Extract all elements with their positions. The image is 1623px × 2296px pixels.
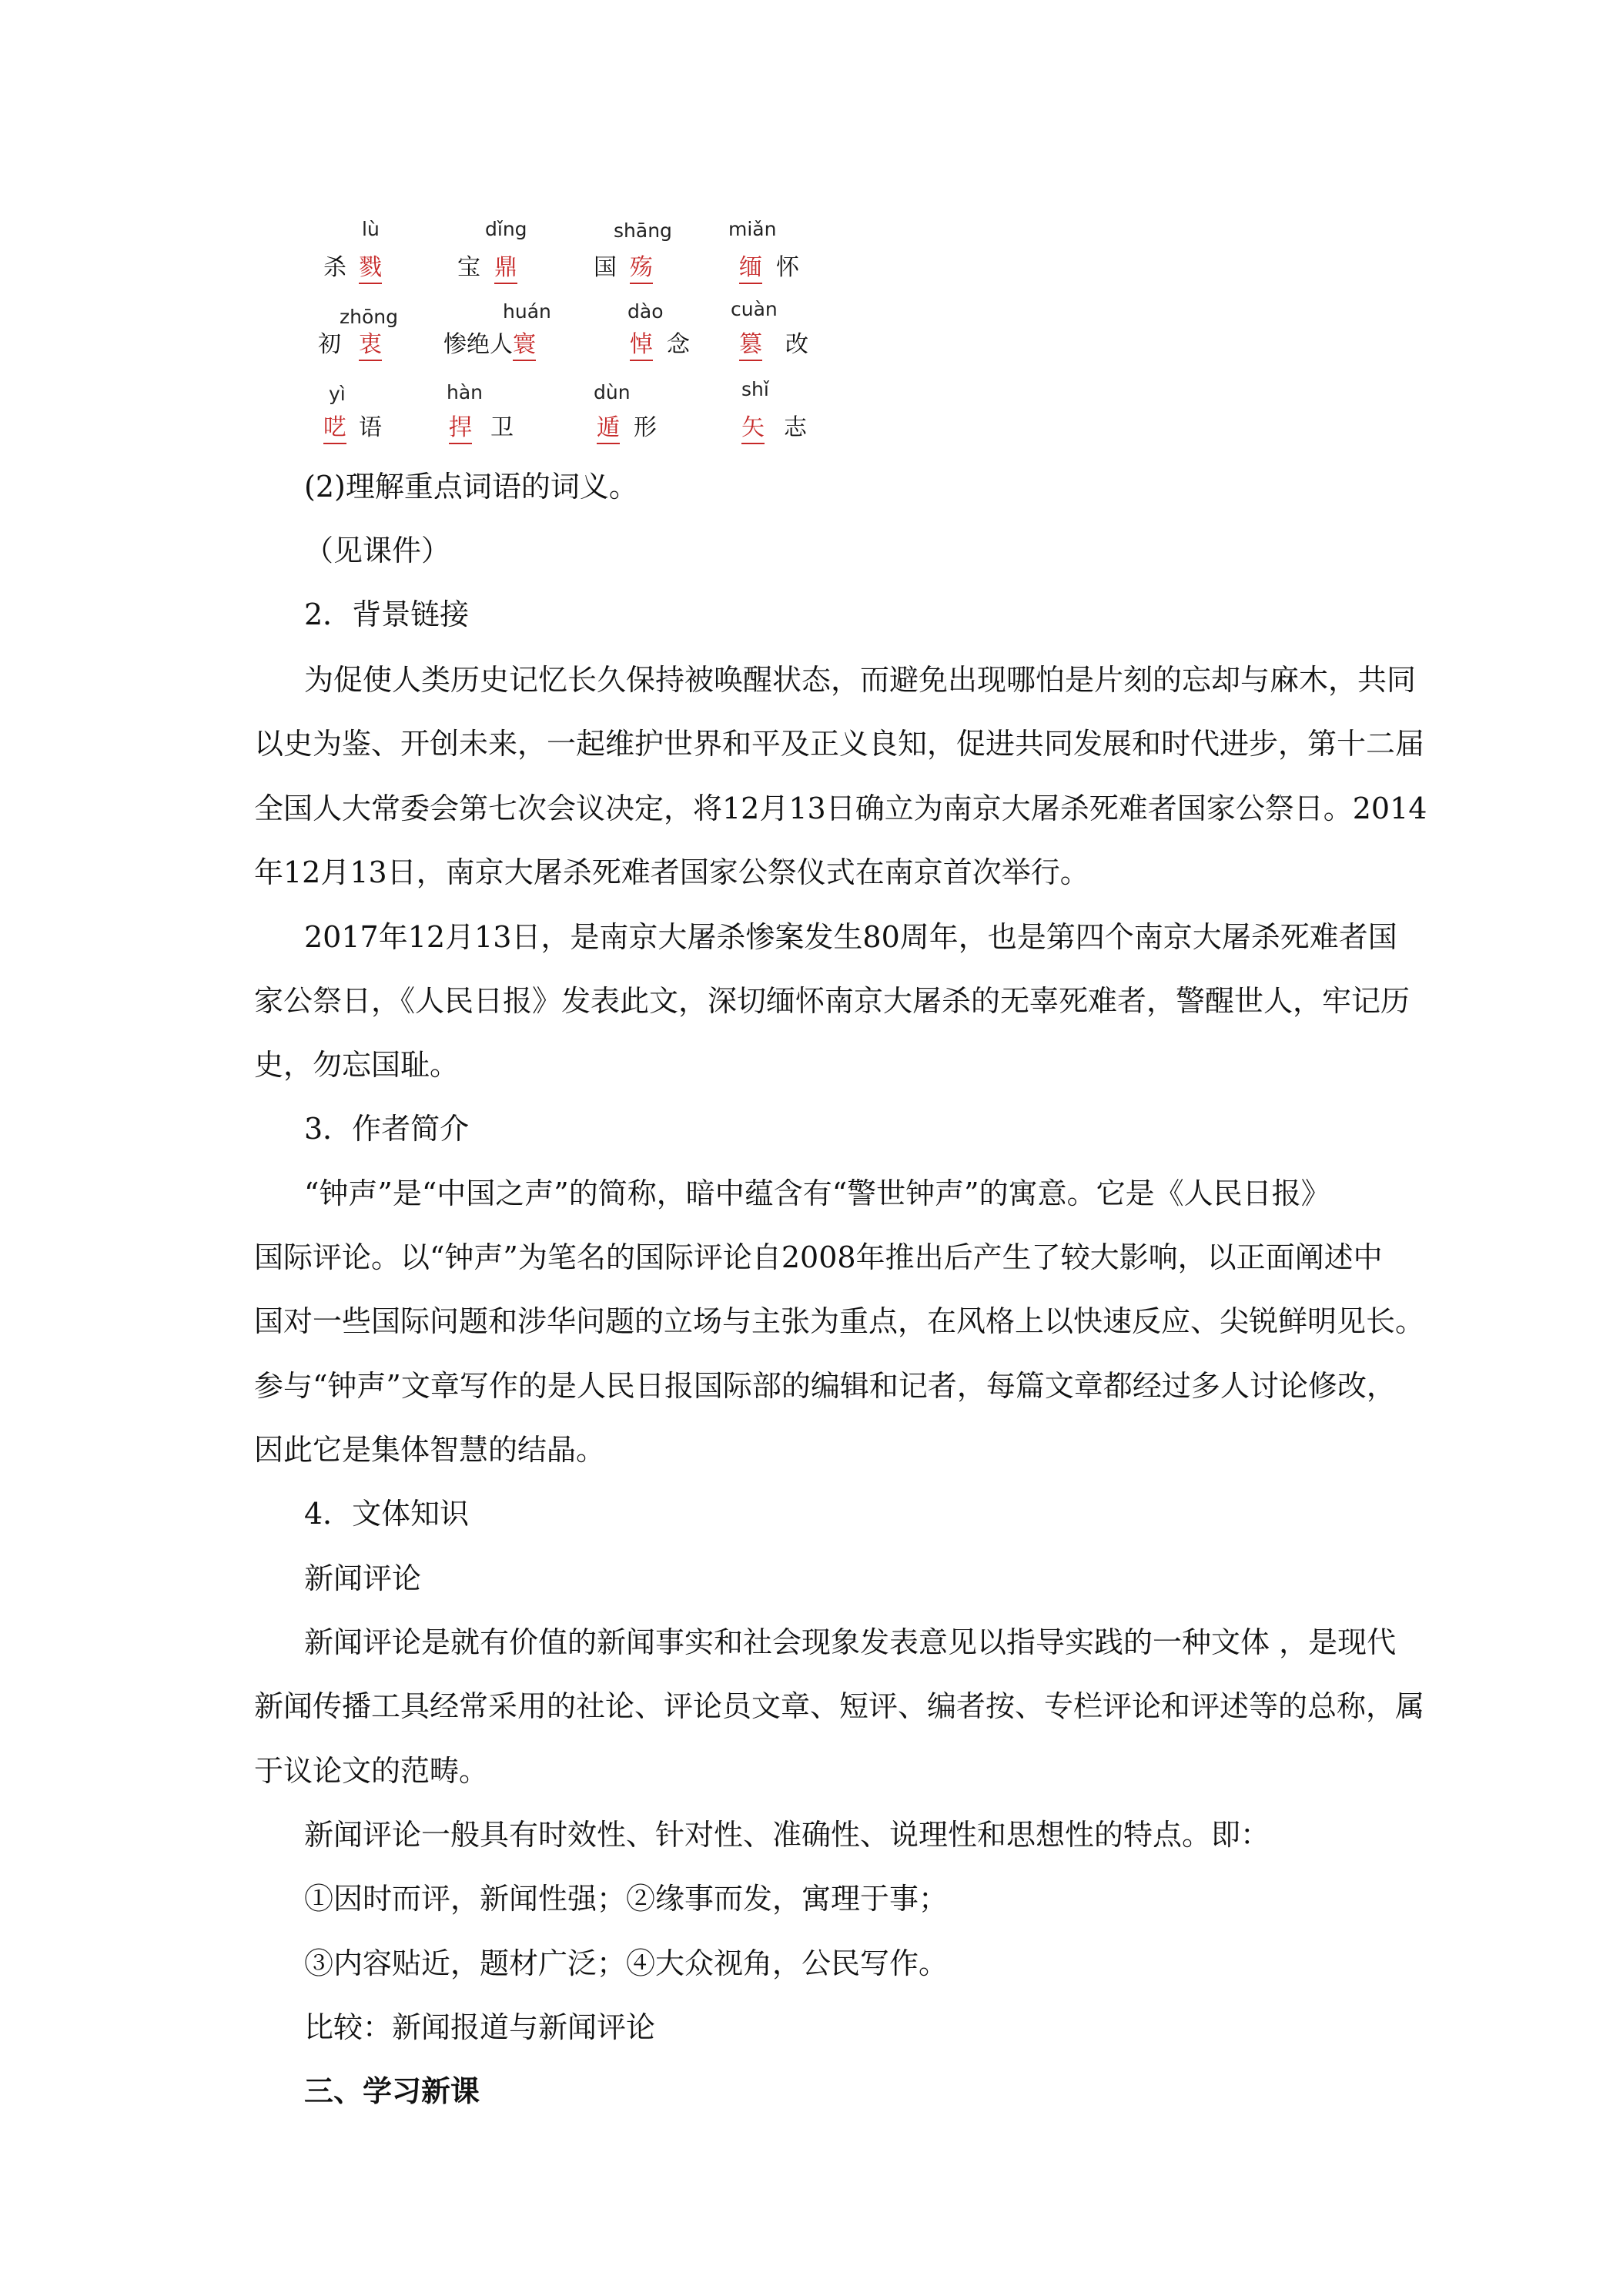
section-heading: 2．背景链接 xyxy=(304,597,470,631)
vocab-char: 念 xyxy=(667,331,690,358)
pinyin-label: huán xyxy=(503,300,551,323)
pinyin-label: dùn xyxy=(594,381,631,403)
vocab-target-char: 寰 xyxy=(513,325,536,361)
vocab-char: 初 xyxy=(318,331,341,358)
paragraph-line: 2017年12月13日，是南京大屠杀惨案发生80周年，也是第四个南京大屠杀死难者国 xyxy=(304,920,1397,954)
pinyin-label: lù xyxy=(362,218,380,240)
vocab-char: 国 xyxy=(594,254,617,281)
section-heading-bold: 三、学习新课 xyxy=(304,2073,480,2108)
list-item: ③内容贴近，题材广泛；④大众视角，公民写作。 xyxy=(304,1946,949,1980)
paragraph-line: 因此它是集体智慧的结晶。 xyxy=(254,1433,606,1467)
pinyin-label: shāng xyxy=(614,219,672,242)
pinyin-label: zhōng xyxy=(340,306,398,328)
paragraph-line: 比较：新闻报道与新闻评论 xyxy=(304,2010,656,2044)
vocab-char: 卫 xyxy=(490,414,514,441)
vocab-char: 惨绝人 xyxy=(443,331,513,358)
paragraph-line: 于议论文的范畴。 xyxy=(254,1754,489,1788)
vocab-target-char: 鼎 xyxy=(494,248,517,284)
vocab-char: 宝 xyxy=(457,254,480,281)
paragraph-line: 新闻评论一般具有时效性、针对性、准确性、说理性和思想性的特点。即： xyxy=(304,1818,1270,1852)
pinyin-label: dǐng xyxy=(485,218,527,240)
vocab-target-char: 呓 xyxy=(323,408,346,444)
paragraph-line: 年12月13日，南京大屠杀死难者国家公祭仪式在南京首次举行。 xyxy=(254,855,1089,889)
paragraph-line: 新闻传播工具经常采用的社论、评论员文章、短评、编者按、专栏评论和评述等的总称，属 xyxy=(254,1689,1425,1723)
list-item: ①因时而评，新闻性强；②缘事而发，寓理于事； xyxy=(304,1882,949,1916)
subheading: 新闻评论 xyxy=(304,1561,422,1595)
paragraph-line: 参与“钟声”文章写作的是人民日报国际部的编辑和记者，每篇文章都经过多人讨论修改， xyxy=(254,1369,1396,1403)
paragraph-line: 家公祭日，《人民日报》发表此文，深切缅怀南京大屠杀的无辜死难者，警醒世人，牢记历 xyxy=(254,984,1411,1018)
vocab-char: 语 xyxy=(359,414,382,441)
pinyin-label: yì xyxy=(329,383,346,405)
vocab-char: 怀 xyxy=(776,254,799,281)
vocab-char: 改 xyxy=(785,331,808,358)
pinyin-label: shǐ xyxy=(741,378,769,400)
paragraph-line: 新闻评论是就有价值的新闻事实和社会现象发表意见以指导实践的一种文体 ，是现代 xyxy=(304,1625,1397,1659)
pinyin-label: miǎn xyxy=(728,218,777,240)
vocab-target-char: 缅 xyxy=(739,248,762,284)
vocab-target-char: 捍 xyxy=(449,408,472,444)
section-heading: 3．作者简介 xyxy=(304,1112,470,1146)
paragraph-line: 全国人大常委会第七次会议决定，将12月13日确立为南京大屠杀死难者国家公祭日。2014 xyxy=(254,792,1427,825)
vocab-char: 志 xyxy=(784,414,807,441)
pinyin-label: hàn xyxy=(447,381,484,403)
pinyin-label: dào xyxy=(627,300,664,323)
section-heading: 4．文体知识 xyxy=(304,1497,470,1531)
vocab-target-char: 殇 xyxy=(630,248,653,284)
vocab-char: 形 xyxy=(634,414,657,441)
vocab-char: 杀 xyxy=(323,254,346,281)
vocab-target-char: 悼 xyxy=(630,325,653,361)
paragraph-line: 史，勿忘国耻。 xyxy=(254,1048,460,1082)
vocab-target-char: 矢 xyxy=(741,408,765,444)
vocab-target-char: 戮 xyxy=(359,248,382,284)
note-text: （见课件） xyxy=(304,534,451,567)
paragraph-line: 为促使人类历史记忆长久保持被唤醒状态，而避免出现哪怕是片刻的忘却与麻木，共同 xyxy=(304,663,1417,697)
paragraph-line: 国对一些国际问题和涉华问题的立场与主张为重点，在风格上以快速反应、尖锐鲜明见长。 xyxy=(254,1304,1425,1338)
subheading: (2)理解重点词语的词义。 xyxy=(304,470,638,504)
paragraph-line: 国际评论。以“钟声”为笔名的国际评论自2008年推出后产生了较大影响，以正面阐述中 xyxy=(254,1240,1383,1274)
paragraph-line: “钟声”是“中国之声”的简称，暗中蕴含有“警世钟声”的寓意。它是《人民日报》 xyxy=(304,1176,1330,1210)
vocab-target-char: 遁 xyxy=(597,408,620,444)
paragraph-line: 以史为鉴、开创未来，一起维护世界和平及正义良知，促进共同发展和时代进步，第十二届 xyxy=(254,727,1425,761)
vocab-target-char: 篡 xyxy=(739,325,762,361)
vocab-target-char: 衷 xyxy=(359,325,382,361)
pinyin-label: cuàn xyxy=(731,298,778,320)
